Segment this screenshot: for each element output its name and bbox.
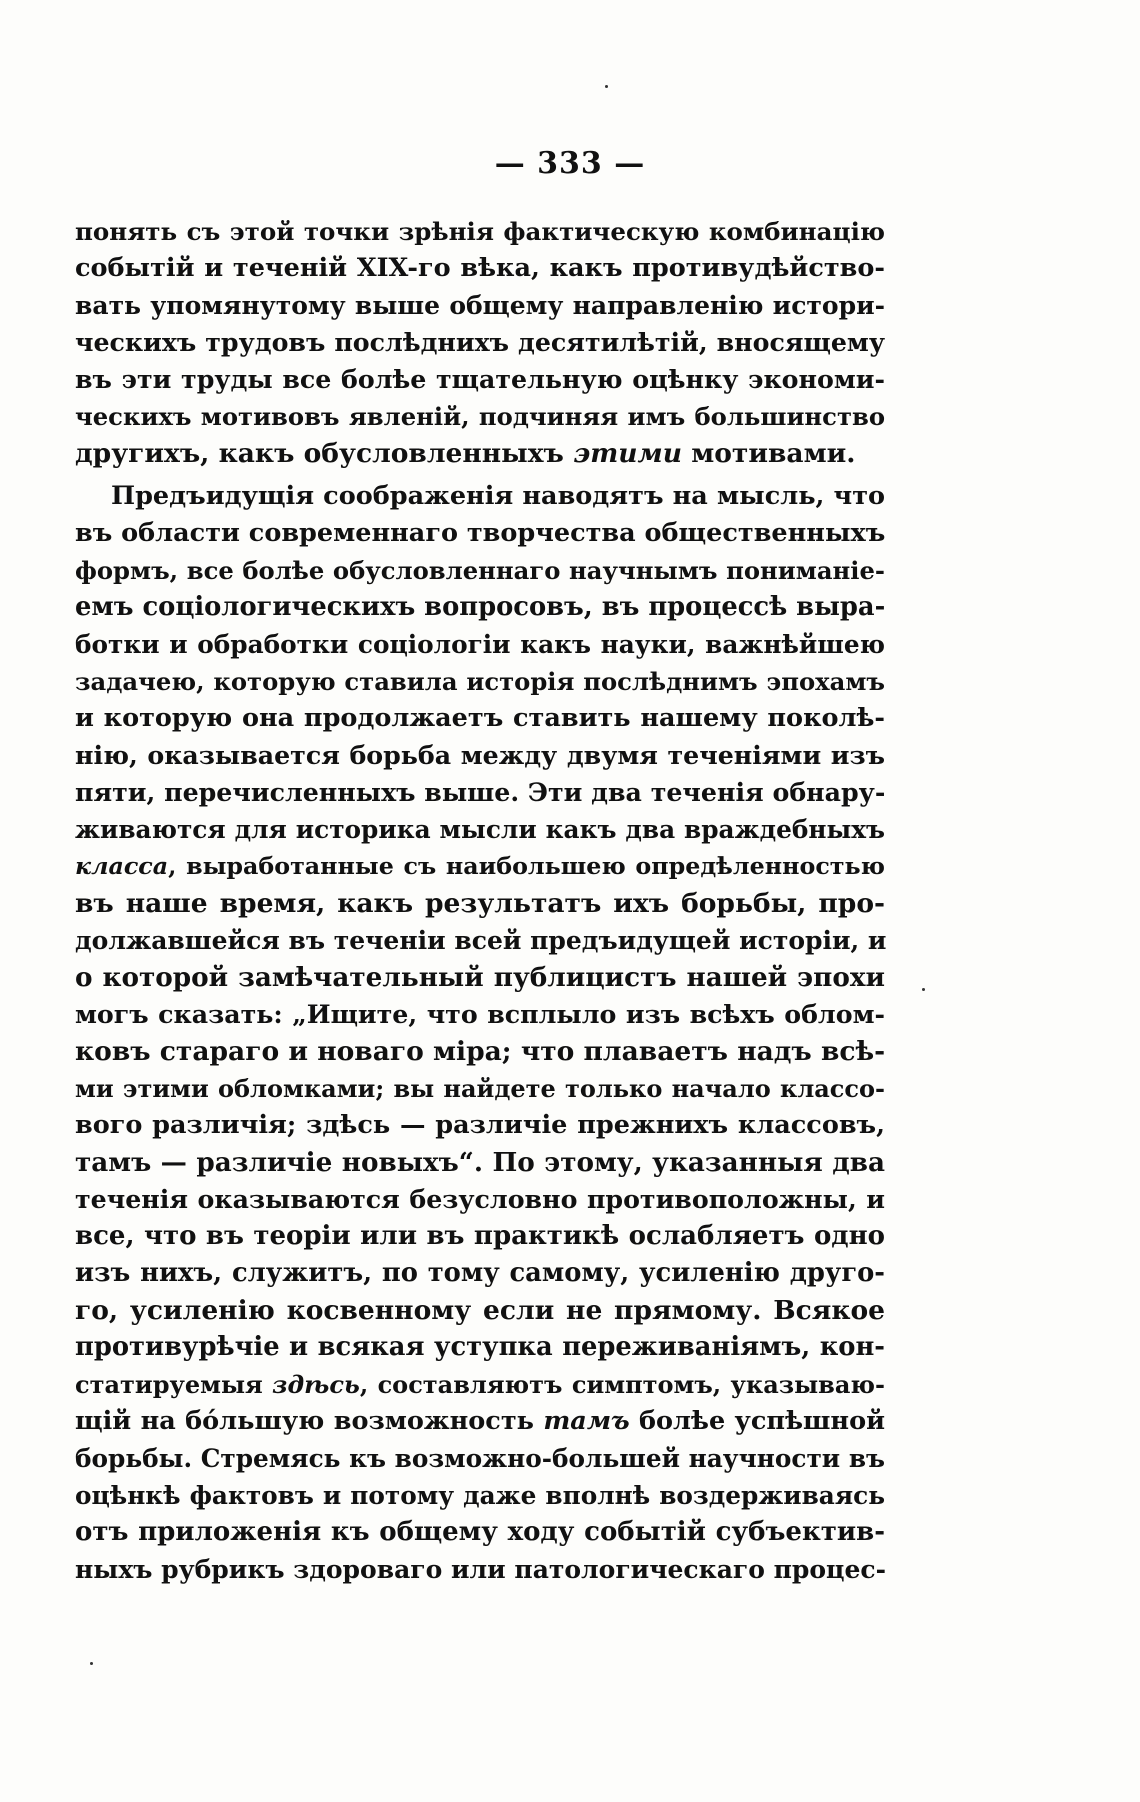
text-line [75, 1366, 885, 1403]
italic-emphasis: этими [573, 438, 682, 469]
text-line: ковъ стараго и новаго міра; что плаваетъ надъ всѣ- [75, 1036, 886, 1067]
text-line: Предъидущія соображенія наводятъ на мысль, что [111, 481, 885, 511]
text-line: ныхъ рубрикъ здороваго или патологическаго процес- [75, 1555, 887, 1584]
italic-emphasis: тамъ [543, 1406, 630, 1436]
text-line: го, усиленію косвенному если не прямому. Всякое [75, 1295, 885, 1326]
text-line: все, что въ теоріи или въ практикѣ ослабляетъ одно [75, 1221, 885, 1251]
text-run: болѣе успѣшной [629, 1406, 885, 1436]
text-line: противурѣчіе и всякая уступка переживаніямъ, кон- [75, 1332, 885, 1362]
page-number: — 333 — [494, 146, 646, 181]
text-line: о которой замѣчательный публицистъ нашей эпохи [75, 962, 885, 993]
text-line: борьбы. Стремясь къ возможно-большей научности въ [75, 1444, 885, 1473]
text-line: и которую она продолжаетъ ставить нашему поколѣ- [75, 703, 885, 733]
text-run: , выработанные съ наибольшею опредѣленностью [168, 852, 885, 880]
text-run: статируемыя [75, 1370, 273, 1399]
text-line: ми этими обломками; вы найдете только начало классо- [75, 1074, 885, 1103]
ink-speck-margin [922, 988, 925, 991]
text-run: мотивами. [681, 438, 856, 469]
text-line: событій и теченій XIX-го вѣка, какъ противудѣйство- [75, 253, 885, 283]
text-run: другихъ, какъ обусловленныхъ [75, 438, 574, 469]
text-line: формъ, все болѣе обусловленнаго научнымъ пониманіе- [75, 556, 885, 585]
text-line: въ области современнаго творчества общественныхъ [75, 518, 886, 548]
text-run: , составляютъ симптомъ, указываю- [359, 1370, 885, 1399]
text-line [75, 435, 885, 472]
text-line: могъ сказать: „Ищите, что всплыло изъ всѣхъ облом- [75, 999, 885, 1029]
text-line: ческихъ мотивовъ явленій, подчиняя имъ большинство [75, 402, 885, 431]
text-line: ботки и обработки соціологіи какъ науки, важнѣйшею [75, 630, 885, 659]
paragraph [75, 213, 885, 472]
text-line: понять съ этой точки зрѣнія фактическую комбинацію [75, 217, 885, 246]
text-line: отъ приложенія къ общему ходу событій субъектив- [75, 1517, 885, 1547]
text-line: ческихъ трудовъ послѣднихъ десятилѣтій, вносящему [75, 327, 885, 357]
text-line: въ наше время, какъ результатъ ихъ борьбы, про- [75, 888, 885, 919]
text-line: вого различія; здѣсь — различіе прежнихъ классовъ, [75, 1110, 885, 1140]
text-line: оцѣнкѣ фактовъ и потому даже вполнѣ воздерживаясь [75, 1481, 885, 1510]
ink-speck-bottom [90, 1662, 93, 1665]
text-line [75, 1403, 885, 1440]
text-run: щій на бо́льшую возможность [75, 1406, 544, 1436]
body-text [75, 213, 885, 1588]
italic-emphasis: класса [75, 852, 169, 880]
text-line [75, 848, 885, 885]
text-line: нію, оказывается борьба между двумя теченіями изъ [75, 740, 885, 770]
text-line: пяти, перечисленныхъ выше. Эти два теченія обнару- [75, 777, 886, 807]
text-line: емъ соціологическихъ вопросовъ, въ процессѣ выра- [75, 592, 886, 622]
ink-speck-top [605, 85, 608, 88]
text-line: тамъ — различіе новыхъ“. По этому, указанныя два [75, 1147, 885, 1178]
text-line: вать упомянутому выше общему направленію истори- [75, 291, 885, 320]
text-line: изъ нихъ, служитъ, по тому самому, усиленію друго- [75, 1258, 885, 1288]
paragraph [75, 478, 885, 1588]
text-line: въ эти труды все болѣе тщательную оцѣнку экономи- [75, 364, 885, 394]
text-line: живаются для историка мысли какъ два враждебныхъ [75, 815, 885, 844]
text-line: задачею, которую ставила исторія послѣднимъ эпохамъ [75, 667, 885, 696]
text-line: теченія оказываются безусловно противоположны, и [75, 1184, 885, 1214]
italic-emphasis: здѣсь [272, 1370, 360, 1399]
text-line: должавшейся въ теченіи всей предъидущей исторіи, и [75, 926, 887, 955]
